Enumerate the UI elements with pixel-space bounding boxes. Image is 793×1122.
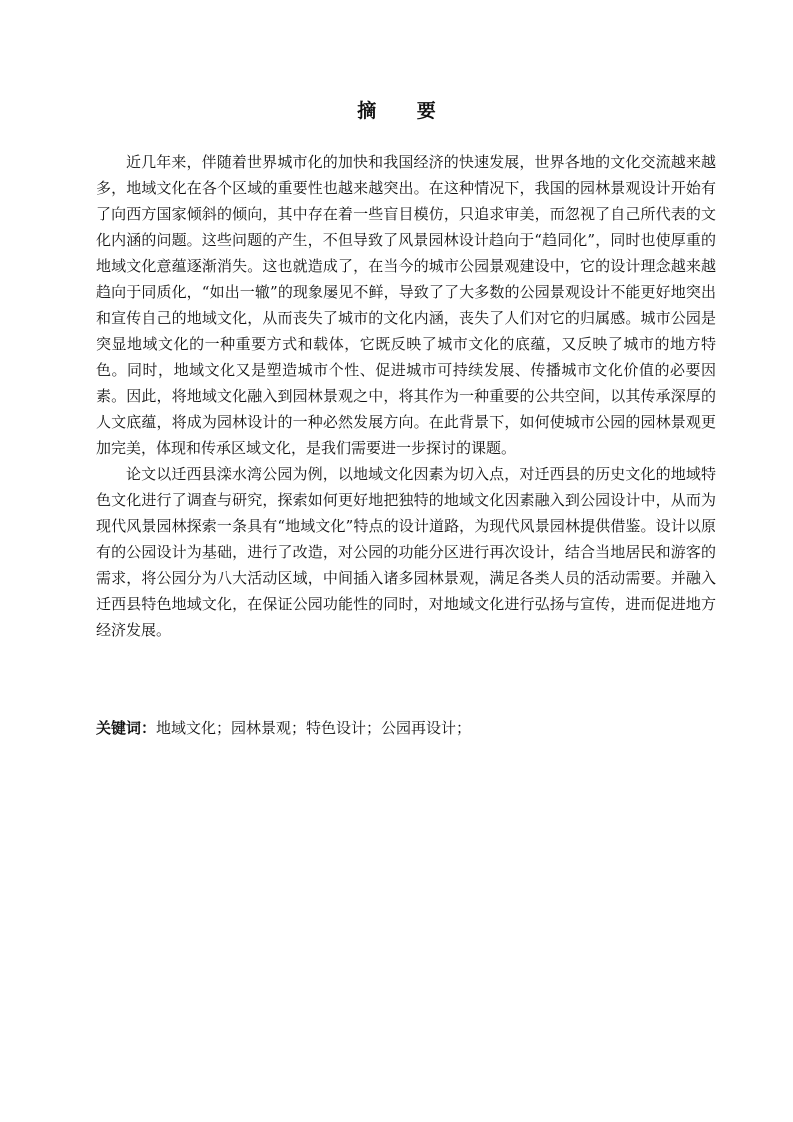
abstract-paragraph-1: 近几年来，伴随着世界城市化的加快和我国经济的快速发展，世界各地的文化交流越来越多，地域文化在各个区域的重要性也越来越突出。在这种情况下，我国的园林景观设计开始有了向西方国家倾斜的倾向，其中存在着一些盲目模仿，只追求审美，而忽视了自己所代表的文化内涵的问题。这些问题的产生，不但导致了风景园林设计趋向于“趋同化”，同时也使厚重的地域文化意蕴逐渐消失。这也就造成了，在当今的城市公园景观建设中，它的设计理念越来越趋向于同质化，“如出一辙”的现象屡见不鲜，导致了了大多数的公园景观设计不能更好地突出和宣传自己的地域文化，从而丧失了城市的文化内涵，丧失了人们对它的归属感。城市公园是突显地域文化的一种重要方式和载体，它既反映了城市文化的底蕴，又反映了城市的地方特色。同时，地域文化又是塑造城市个性、促进城市可持续发展、传播城市文化价值的必要因素。因此，将地域文化融入到园林景观之中，将其作为一种重要的公共空间，以其传承深厚的人文底蕴，将成为园林设计的一种必然发展方向。在此背景下，如何使城市公园的园林景观更加完美，体现和传承区域文化，是我们需要进一步探讨的课题。 [96, 153, 716, 457]
keywords-text: 地域文化；园林景观；特色设计；公园再设计； [156, 719, 472, 737]
keywords-line [96, 715, 716, 741]
abstract-body [96, 149, 716, 643]
page-title: 摘 要 [357, 100, 453, 122]
abstract-paragraph-2: 论文以迁西县滦水湾公园为例，以地域文化因素为切入点，对迁西县的历史文化的地域特色文化进行了调查与研究，探索如何更好地把独特的地域文化因素融入到公园设计中，从而为现代风景园林探索一条具有“地域文化”特点的设计道路，为现代风景园林提供借鉴。设计以原有的公园设计为基础，进行了改造，对公园的功能分区进行再次设计，结合当地居民和游客的需求，将公园分为八大活动区域，中间插入诸多园林景观，满足各类人员的活动需要。并融入迁西县特色地域文化，在保证公园功能性的同时，对地域文化进行弘扬与宣传，进而促进地方经济发展。 [96, 465, 716, 639]
keywords-label: 关键词： [96, 719, 157, 737]
